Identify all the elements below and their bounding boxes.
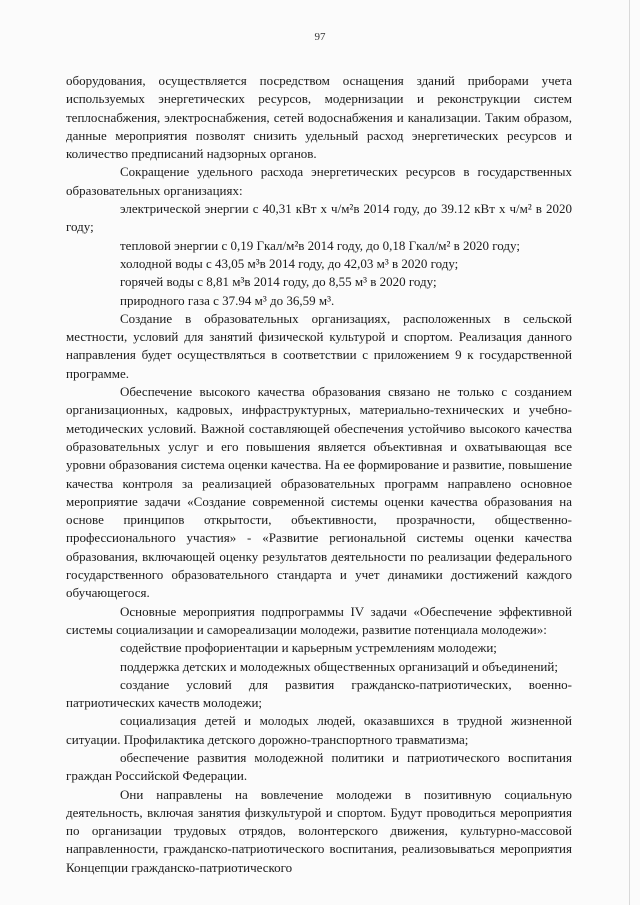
paragraph-hot-water: горячей воды с 8,81 м³в 2014 году, до 8,55 м³ в 2020 году; (120, 274, 437, 290)
paragraph: Обеспечение высокого качества образования связано не только с созданием организационных, кадровых, инфраструктурных, материально-технических и учебно-методических условий. Важной составляющей обеспечения устойчиво высокого качества образовательных услуг и его повышения является объективная и охватывающая все уровни образования система оценки качества. На ее формирование и развитие, повышение качества контроля за реализацией образовательных программ направлено основное мероприятие задачи «Создание современной системы оценки качества образования на основе принципов открытости, объективности, прозрачности, общественно-профессионального участия» - «Развитие региональной системы оценки качества образования, включающей оценку результатов деятельности по реализации федерального государственного образовательного стандарта и учет динамики достижений каждого обучающегося. (66, 384, 572, 601)
paragraph: Сокращение удельного расхода энергетических ресурсов в государственных образовательных организациях: (66, 164, 572, 198)
scan-edge-line (629, 0, 630, 905)
paragraph-energy-heat: тепловой энергии с 0,19 Гкал/м²в 2014 году, до 0,18 Гкал/м² в 2020 году; (120, 237, 520, 253)
document-body (66, 72, 572, 877)
list-item: поддержка детских и молодежных общественных организаций и объединений; (120, 658, 558, 674)
paragraph-cold-water: холодной воды с 43,05 м³в 2014 году, до 42,03 м³ в 2020 году; (120, 255, 459, 271)
list-item: содействие профориентации и карьерным устремлениям молодежи; (120, 640, 497, 656)
list-item: обеспечение развития молодежной политики и патриотического воспитания граждан Российской Федерации. (66, 749, 572, 784)
paragraph: оборудования, осуществляется посредством оснащения зданий приборами учета используемых энергетических ресурсов, модернизации и реконструкции систем теплоснабжения, электроснабжения, сетей водоснабжения и канализации. Таким образом, данные мероприятия позволят снизить удельный расход энергетических ресурсов и количество предписаний надзорных органов. (66, 73, 572, 162)
paragraph: Они направлены на вовлечение молодежи в позитивную социальную деятельность, включая занятия физкультурой и спортом. Будут проводиться мероприятия по организации трудовых отрядов, волонтерского движения, культурно-массовой направленности, гражданско-патриотического воспитания, реализовываться мероприятия Концепции гражданско-патриотического (66, 786, 572, 875)
paragraph-natural-gas: природного газа с 37.94 м³ до 36,59 м³. (120, 292, 335, 308)
list-item: создание условий для развития гражданско-патриотических, военно-патриотических качеств молодежи; (66, 676, 572, 711)
paragraph: Создание в образовательных организациях, расположенных в сельской местности, условий для занятий физической культурой и спортом. Реализация данного направления будет осуществляться в соответствии с приложением 9 к государственной программе. (66, 310, 572, 381)
list-item: социализация детей и молодых людей, оказавшихся в трудной жизненной ситуации. Профилактика детского дорожно-транспортного травматизма; (66, 713, 572, 747)
page-number: 97 (314, 31, 326, 43)
paragraph-energy-electric: электрической энергии с 40,31 кВт х ч/м²в 2014 году, до 39.12 кВт х ч/м² в 2020 году; (66, 201, 572, 235)
paragraph: Основные мероприятия подпрограммы IV задачи «Обеспечение эффективной системы социализации и самореализации молодежи, развитие потенциала молодежи»: (66, 603, 572, 637)
